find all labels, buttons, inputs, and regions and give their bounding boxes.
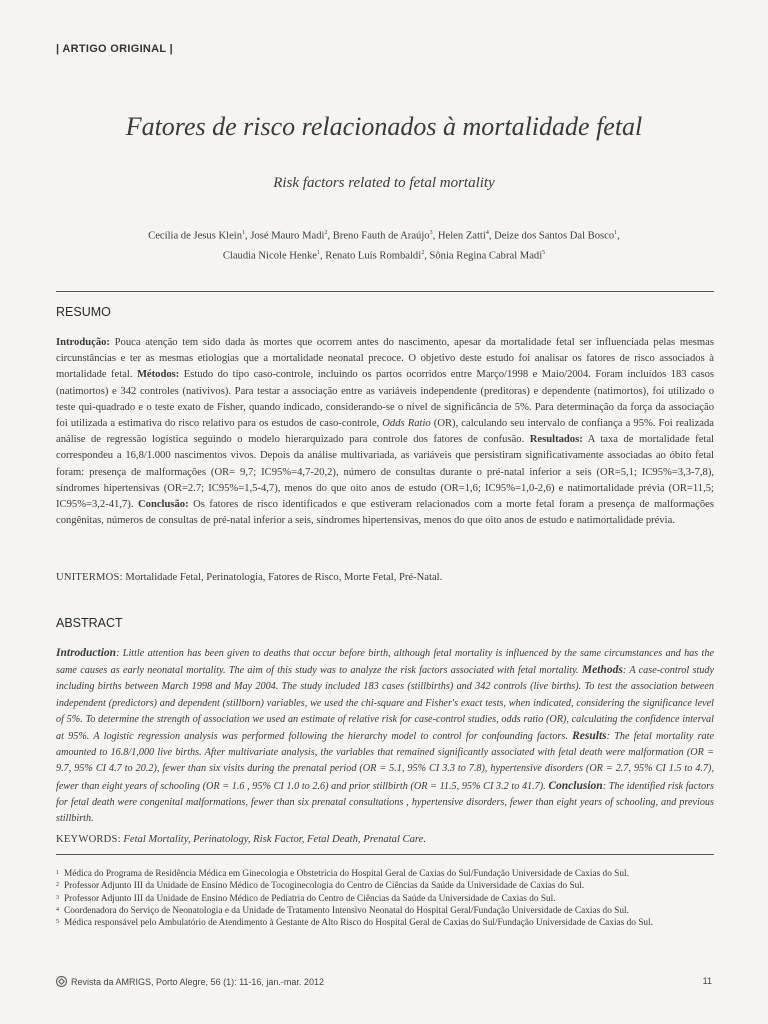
journal-footer [56,976,324,987]
body-text: : The fetal mortality rate amounted to 16.8/1,000 live births. After multivariate analysis, the variables that remained significantly associated with fetal death were malformation (OR = 9.7, 95% CI 4.7 to 20.2), fewer than six visits during the prenatal period (OR = 5.1, 95% CI 3.3 to 7.8), hypertensive disorders (OR = 2.7, 95% CI 1.5 to 4.7), fewer than eight years of schooling (OR = 1.6 , 95% CI 1.0 to 2.6) and prior stillbirth (OR = 11.5, 95% CI 3.2 to 41.7). [56,731,714,792]
author-name: Breno Fauth de Araújo [332,230,430,242]
section-label: Métodos: [136,369,180,381]
affiliation-marker: 1 [316,249,320,256]
italic-term: Odds Ratio [382,418,431,430]
affiliation-footnotes [56,868,714,929]
author-name: Sônia Regina Cabral Madi [429,250,543,262]
section-label: Introdução: [56,337,110,348]
section-tag: | ARTIGO ORIGINAL | [56,43,173,55]
affiliation-marker: 5 [542,249,546,256]
section-label: Conclusão: [138,499,189,511]
footnote-marker: 4 [56,906,59,913]
keywords-label: KEYWORDS: [56,834,121,845]
author-list: Cecília de Jesus Klein$^1$, José Mauro Madi$^2$, Breno Fauth de Araújo$^3$, Helen Zatti$^4$, Deize dos Santos Dal Bosco$^1$, Claudia Nicole Henke$^1$, Renato Luís Rombaldi$^2$, Sônia Regina Cabral Madi$^5$ [148,230,620,262]
body-text: Estudo do tipo caso-controle, incluindo os partos ocorridos entre Março/1998 e Maio/2004. Foram incluídos 183 casos (natimortos) e 342 controles (nativivos). Para testar a associação entre as variáveis independente (preditoras) e dependente (natimortos), foi utilizado o teste qui-quadrado e o teste exato de Fisher, quando indicado, considerando-se o nível de significância de 5%. Para determinação da força da associação foi utilizada a estimativa do risco relativo para os estudos de caso-controle, [56,369,714,430]
footnote [56,880,714,892]
article-subtitle: Risk factors related to fetal mortality [273,175,495,191]
footnote-marker: 1 [56,870,59,876]
abstract-heading: ABSTRACT [56,616,123,630]
affiliation-marker: 1 [242,230,246,236]
page-number: 11 [702,976,712,986]
divider [56,854,714,855]
affiliation-marker: 3 [429,230,433,236]
affiliation-marker: 4 [485,230,489,236]
footnote [56,893,714,905]
author-name: Renato Luís Rombaldi [325,250,422,262]
footnote-text: Médica responsável pelo Ambulatório de Atendimento à Gestante de Alto Risco do Hospital Geral de Caxias do Sul/Fundação Universidade de Caxias do Sul. [64,918,653,929]
section-label: Methods [581,664,623,677]
author-name: Deize dos Santos Dal Bosco [494,230,615,242]
section-label: Results [572,730,607,743]
body-text: (OR), calculando seu intervalo de confiança a 95%. Foi realizada análise de regressão logística seguindo o modelo hierarquizado para controle dos fatores de confusão. [56,418,714,446]
section-label: Conclusion [548,779,603,792]
body-text: : Little attention has been given to deaths that occur before birth, although fetal mortality is influenced by the same circumstances and has the same causes as early neonatal mortality. The aim of this study was to analyze the risk factors associated with fetal mortality. [56,648,714,677]
footnote-marker: 5 [56,919,59,926]
footnote-text: Professor Adjunto III da Unidade de Ensino Médico de Tocoginecologia do Centro de Ciências da Saúde da Universidade de Caxias do Sul. [64,881,585,892]
body-text: : A case-control study including births between March 1998 and May 2004. The study included 183 cases (stillbirths) and 342 controls (live births). To test the association between independent (predictors) and dependent (stillborn) variables, we used the chi-square and Fisher's exact tests, when indicated, considering the significance level of 5%. To determine the strength of association we used an estimate of relative risk for case-control studies, odds ratio (OR), calculating the confidence interval at 95%. A logistic regression analysis was performed following the hierarchy model to control for confounding factors. [56,665,714,743]
footnote-marker: 2 [56,882,59,889]
body-text: Os fatores de risco identificados e que estiveram relacionados com a morte fetal foram a presença de malformações congênitas, números de consultas de pré-natal inferior a seis, síndromes hipertensivas, menos do que oito anos de estudo e natimortalidade prévia. [56,499,715,527]
resumo-body [56,335,714,529]
abstract-body [56,645,714,827]
journal-citation: Revista da AMRIGS, Porto Alegre, 56 (1): 11-16, jan.-mar. 2012 [71,976,324,987]
keywords-label: UNITERMOS: [56,572,123,583]
author-name: José Mauro Madi [250,230,325,242]
author-name: Claudia Nicole Henke [222,250,317,262]
section-label: Introduction [56,647,117,659]
author-name: Cecília de Jesus Klein [148,230,243,242]
keywords-text: Mortalidade Fetal, Perinatologia, Fatores de Risco, Morte Fetal, Pré-Natal. [122,572,443,583]
affiliation-marker: 1 [614,230,618,236]
footnote [56,917,714,929]
journal-logo-icon [56,976,67,987]
body-text: : The identified risk factors for fetal death were congenital malformations, fewer than six prenatal consultations , hypertensive disorders, fewer than eight years of schooling, and previous stillbirth. [56,780,714,825]
resumo-heading: RESUMO [56,305,111,319]
divider [56,291,714,292]
body-text: A taxa de mortalidade fetal correspondeu a 16,8/1.000 nascimentos vivos. Depois da análise multivariada, as variáveis que persistiram significativamente associadas ao óbito fetal foram: presença de malformações (OR= 9,7; IC95%=4,7-20,2), número de consultas durante o pré-natal inferior a seis (OR=5,1; IC95%=3,3-7,8), síndromes hipertensivas (OR=2.7; IC95%=1,5-4,7), menos do que oito anos de estudo (OR=1,6; IC95%=1,0-2,6) e natimortalidade prévia (OR=11,5; IC95%=3,2-41,7). [56,434,714,511]
author-name: Helen Zatti [437,230,486,242]
affiliation-marker: 2 [324,230,328,236]
footnote-text: Médica do Programa de Residência Médica em Ginecologia e Obstetrícia do Hospital Geral de Caxias do Sul/Fundação Universidade de Caxias do Sul. [64,869,629,879]
footnote-text: Coordenadora do Serviço de Neonatologia e da Unidade de Tratamento Intensivo Neonatal do Hospital Geral/Fundação Universidade de Caxias do Sul. [64,905,629,916]
footnote [56,868,714,880]
resumo-keywords [56,572,714,583]
body-text: Pouca atenção tem sido dada às mortes que ocorrem antes do nascimento, apesar da mortalidade fetal ser influenciada pelas mesmas circunstâncias e ter as mesmas etiologias que a mortalidade neonatal precoce. O objetivo deste estudo foi analisar os fatores de risco associados à mortalidade fetal. [56,337,714,381]
keywords-text: Fetal Mortality, Perinatology, Risk Factor, Fetal Death, Prenatal Care. [120,834,426,845]
footnote-marker: 3 [56,894,59,901]
footnote-text: Professor Adjunto III da Unidade de Ensino Médico de Pediatria do Centro de Ciências da Saúde da Universidade de Caxias do Sul. [64,893,556,904]
affiliation-marker: 2 [421,249,425,256]
footnote [56,905,714,917]
abstract-keywords [56,834,714,845]
article-title: Fatores de risco relacionados à mortalidade fetal [125,112,643,141]
section-label: Resultados: [529,434,583,446]
